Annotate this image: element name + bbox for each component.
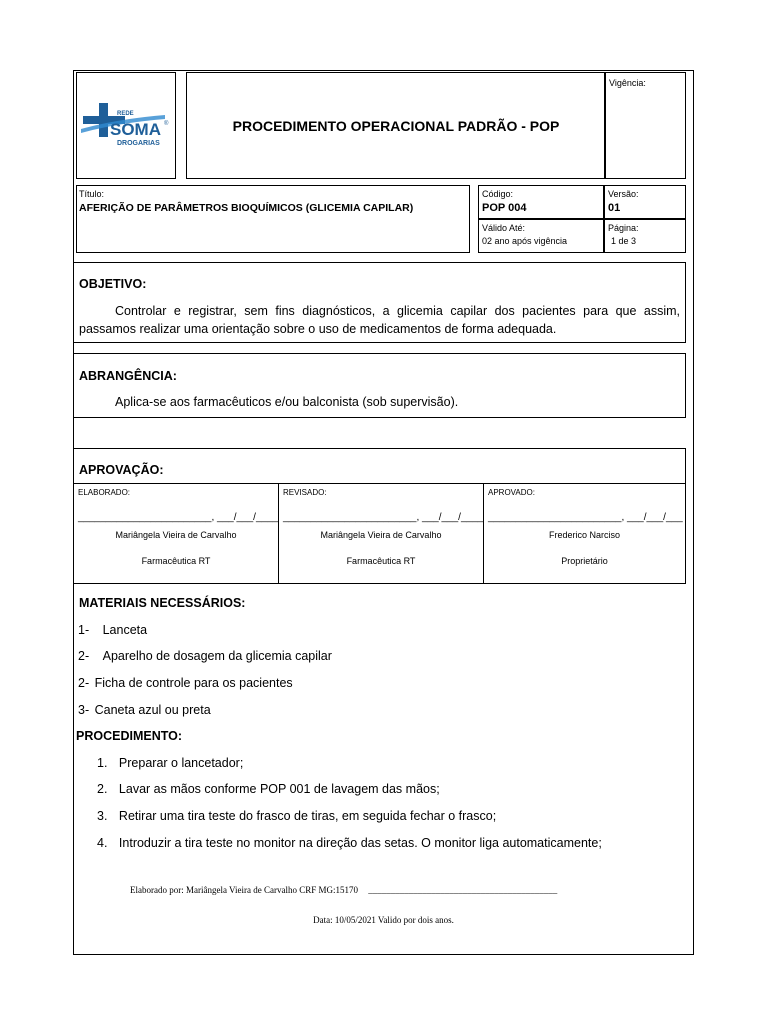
- objetivo-heading: OBJETIVO:: [79, 277, 147, 291]
- materiais-item: [78, 623, 147, 637]
- codigo-value: POP 004: [482, 202, 527, 214]
- abrangencia-heading: ABRANGÊNCIA:: [79, 369, 177, 383]
- objetivo-text: Controlar e registrar, sem fins diagnósticos, a glicemia capilar dos pacientes para que assim, passamos realizar uma orientação sobre o uso de medicamentos de forma adequada.: [79, 304, 680, 336]
- titulo-box: [76, 185, 470, 253]
- svg-text:SOMA: SOMA: [110, 120, 161, 139]
- procedimento-step: [97, 836, 602, 850]
- logo-box: [76, 72, 176, 179]
- materiais-item-text: Aparelho de dosagem da glicemia capilar: [102, 649, 332, 663]
- aprovado-role: Proprietário: [561, 556, 608, 566]
- versao-label: Versão:: [608, 189, 639, 199]
- step-text: Lavar as mãos conforme POP 001 de lavagem das mãos;: [118, 782, 440, 796]
- footer-elaborado-text: Elaborado por: Mariângela Vieira de Carvalho CRF MG:15170: [130, 885, 358, 895]
- footer-elaborado: [130, 885, 557, 895]
- footer-data: Data: 10/05/2021 Valido por dois anos.: [313, 915, 454, 925]
- procedimento-heading: PROCEDIMENTO:: [76, 729, 183, 743]
- header-title-box: [186, 72, 606, 179]
- valido-value: 02 ano após vigência: [482, 236, 568, 246]
- materiais-item: [78, 649, 332, 663]
- aprovado-label: APROVADO:: [488, 488, 535, 497]
- pagina-box: [604, 219, 686, 253]
- codigo-box: [478, 185, 604, 219]
- materiais-heading: MATERIAIS NECESSÁRIOS:: [79, 596, 246, 610]
- materiais-item: [78, 676, 293, 690]
- procedimento-step: [97, 782, 440, 796]
- aprovacao-heading: APROVAÇÃO:: [79, 463, 164, 477]
- valido-box: [478, 219, 604, 253]
- vigencia-label: Vigência:: [609, 78, 646, 88]
- elaborado-label: ELABORADO:: [78, 488, 131, 497]
- titulo-label: Título:: [79, 189, 105, 199]
- materiais-item: [78, 703, 211, 717]
- versao-value: 01: [608, 202, 621, 214]
- materiais-item-num: 2-: [78, 649, 90, 663]
- versao-box: [604, 185, 686, 219]
- step-text: Retirar uma tira teste do frasco de tiras, em seguida fechar o frasco;: [118, 809, 497, 823]
- codigo-label: Código:: [482, 189, 514, 199]
- revisado-label: REVISADO:: [283, 488, 327, 497]
- svg-text:DROGARIAS: DROGARIAS: [117, 140, 160, 147]
- elaborado-signature-line: ________________________, ___/___/____: [78, 512, 279, 523]
- procedimento-step: [97, 809, 496, 823]
- abrangencia-section: [73, 353, 686, 418]
- step-text: Preparar o lancetador;: [118, 756, 244, 770]
- vigencia-box: [604, 72, 686, 179]
- objetivo-section: [73, 262, 686, 343]
- elaborado-name: Mariângela Vieira de Carvalho: [115, 530, 237, 540]
- aprovado-signature-line: ________________________, ___/___/___: [488, 512, 683, 523]
- aprovado-name: Frederico Narciso: [548, 530, 621, 540]
- materiais-item-num: 3-: [78, 703, 90, 717]
- revisado-signature-line: ________________________, ___/___/____: [283, 512, 484, 523]
- step-num: 4.: [97, 836, 108, 850]
- materiais-item-num: 2-: [78, 676, 90, 690]
- abrangencia-text: Aplica-se aos farmacêuticos e/ou balconista (sob supervisão).: [115, 395, 459, 409]
- materiais-item-text: Lanceta: [102, 623, 148, 637]
- svg-text:®: ®: [164, 121, 169, 127]
- soma-logo: [77, 73, 175, 178]
- step-num: 1.: [97, 756, 108, 770]
- step-num: 3.: [97, 809, 108, 823]
- aprovacao-col-elaborado: [73, 483, 279, 584]
- revisado-role: Farmacêutica RT: [346, 556, 416, 566]
- materiais-item-text: Caneta azul ou preta: [94, 703, 211, 717]
- footer-signature-line: __________________________________________: [368, 885, 558, 895]
- materiais-item-text: Ficha de controle para os pacientes: [94, 676, 293, 690]
- titulo-value: AFERIÇÃO DE PARÂMETROS BIOQUÍMICOS (GLICEMIA CAPILAR): [79, 202, 414, 214]
- materiais-item-num: 1-: [78, 623, 90, 637]
- step-text: Introduzir a tira teste no monitor na direção das setas. O monitor liga automaticamente;: [118, 836, 602, 850]
- aprovacao-col-revisado: [278, 483, 484, 584]
- valido-label: Válido Até:: [482, 223, 526, 233]
- aprovacao-col-aprovado: [483, 483, 686, 584]
- step-num: 2.: [97, 782, 108, 796]
- revisado-name: Mariângela Vieira de Carvalho: [320, 530, 442, 540]
- pagina-value: 1 de 3: [611, 236, 637, 246]
- svg-text:REDE: REDE: [117, 111, 134, 117]
- procedimento-step: [97, 756, 243, 770]
- page-title: PROCEDIMENTO OPERACIONAL PADRÃO - POP: [232, 118, 560, 134]
- pagina-label: Página:: [608, 223, 639, 233]
- elaborado-role: Farmacêutica RT: [141, 556, 211, 566]
